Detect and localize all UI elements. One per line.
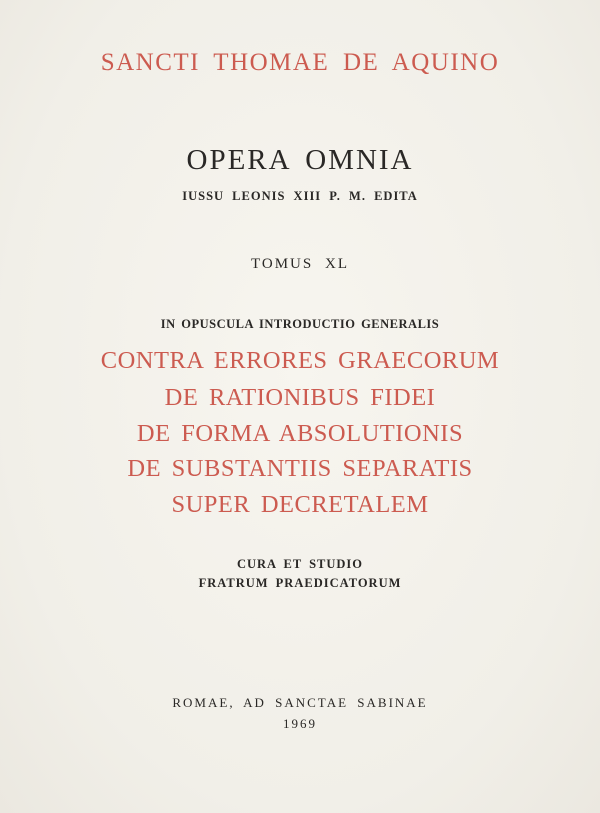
volume-number: TOMUS XL: [251, 256, 349, 272]
contents-item: DE SUBSTANTIIS SEPARATIS: [127, 455, 473, 482]
editors-line-2: FRATRUM PRAEDICATORUM: [198, 576, 402, 590]
contents-item: SUPER DECRETALEM: [171, 491, 429, 518]
imprint-place: ROMAE, AD SANCTAE SABINAE: [172, 695, 428, 710]
edition-subtitle: IUSSU LEONIS XIII P. M. EDITA: [182, 189, 418, 203]
contents-item: CONTRA ERRORES GRAECORUM: [100, 347, 500, 374]
introduction-line: IN OPUSCULA INTRODUCTIO GENERALIS: [160, 317, 440, 331]
work-title: OPERA OMNIA: [186, 144, 414, 176]
contents-item: DE RATIONIBUS FIDEI: [164, 384, 436, 411]
contents-item: DE FORMA ABSOLUTIONIS: [136, 420, 464, 447]
imprint-year: 1969: [283, 716, 317, 731]
author-line: SANCTI THOMAE DE AQUINO: [100, 49, 500, 76]
editors-line-1: CURA ET STUDIO: [236, 557, 364, 571]
